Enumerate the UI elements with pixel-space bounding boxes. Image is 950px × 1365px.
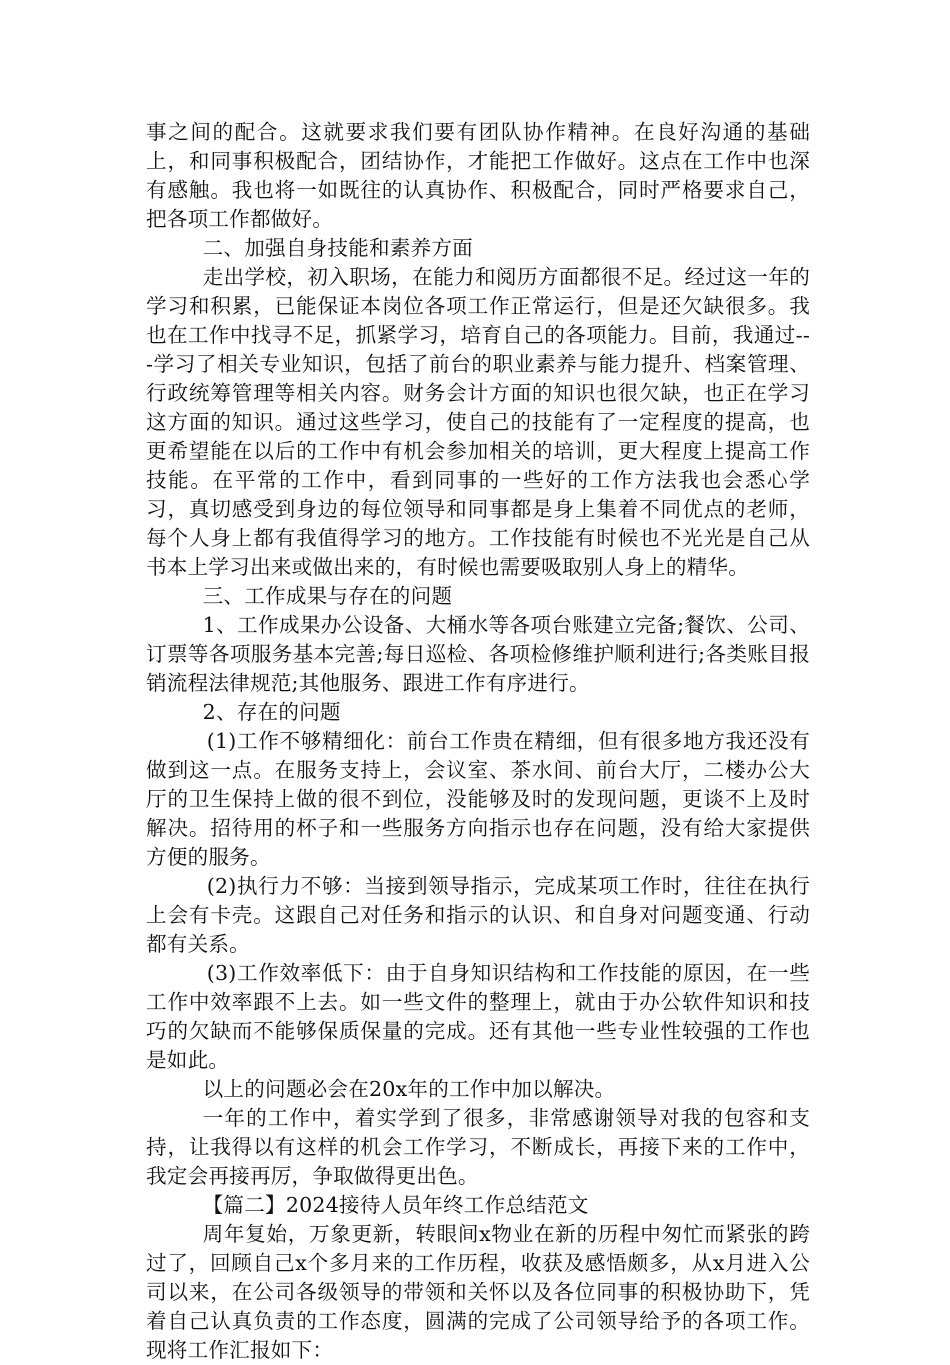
paragraph-problem-2: (2)执行力不够：当接到领导指示，完成某项工作时，往往在执行上会有卡壳。这跟自己对任务和指示的认识、和自身对问题变通、行动都有关系。 [146, 874, 810, 956]
subheading-existing-problems: 2、存在的问题 [202, 700, 341, 724]
paragraph-part-two-intro: 周年复始，万象更新，转眼间x物业在新的历程中匆忙而紧张的跨过了，回顾自己x个多月来的工作历程，收获及感悟颇多，从x月进入公司以来，在公司各级领导的带领和关怀以及各位同事的积极协助下，凭着自己认真负责的工作态度，圆满的完成了公司领导给予的各项工作。现将工作汇报如下： [146, 1222, 810, 1362]
paragraph-teamwork-continuation: 事之间的配合。这就要求我们要有团队协作精神。在良好沟通的基础上，和同事积极配合，团结协作，才能把工作做好。这点在工作中也深有感触。我也将一如既往的认真协作、积极配合，同时严格要求自己，把各项工作都做好。 [146, 120, 810, 231]
section-heading-results-problems: 三、工作成果与存在的问题 [202, 584, 453, 608]
paragraph-resolve: 以上的问题必会在20x年的工作中加以解决。 [202, 1077, 616, 1101]
article-heading-part-two: 【篇二】2024接待人员年终工作总结范文 [202, 1193, 589, 1217]
paragraph-problem-1: (1)工作不够精细化：前台工作贵在精细，但有很多地方我还没有做到这一点。在服务支持上，会议室、茶水间、前台大厅，二楼办公大厅的卫生保持上做的很不到位，没能够及时的发现问题，更谈不上及时解决。招待用的杯子和一些服务方向指示也存在问题，没有给大家提供方便的服务。 [146, 729, 810, 869]
section-heading-skills: 二、加强自身技能和素养方面 [202, 236, 473, 260]
paragraph-skills: 走出学校，初入职场，在能力和阅历方面都很不足。经过这一年的学习和积累，已能保证本岗位各项工作正常运行，但是还欠缺很多。我也在工作中找寻不足，抓紧学习，培育自己的各项能力。目前，我通过---学习了相关专业知识，包括了前台的职业素养与能力提升、档案管理、行政统筹管理等相关内容。财务会计方面的知识也很欠缺，也正在学习这方面的知识。通过这些学习，使自己的技能有了一定程度的提高，也更希望能在以后的工作中有机会参加相关的培训，更大程度上提高工作技能。在平常的工作中，看到同事的一些好的工作方法我也会悉心学习，真切感受到身边的每位领导和同事都是身上集着不同优点的老师，每个人身上都有我值得学习的地方。工作技能有时候也不光光是自己从书本上学习出来或做出来的，有时候也需要吸取别人身上的精华。 [146, 265, 810, 579]
paragraph-work-results: 1、工作成果办公设备、大桶水等各项台账建立完备;餐饮、公司、订票等各项服务基本完善;每日巡检、各项检修维护顺利进行;各类账目报销流程法律规范;其他服务、跟进工作有序进行。 [146, 613, 810, 695]
document-page [146, 118, 810, 1365]
paragraph-thanks: 一年的工作中，着实学到了很多，非常感谢领导对我的包容和支持，让我得以有这样的机会工作学习，不断成长，再接下来的工作中，我定会再接再厉，争取做得更出色。 [146, 1106, 810, 1188]
paragraph-problem-3: (3)工作效率低下：由于自身知识结构和工作技能的原因，在一些工作中效率跟不上去。如一些文件的整理上，就由于办公软件知识和技巧的欠缺而不能够保质保量的完成。还有其他一些专业性较强的工作也是如此。 [146, 961, 810, 1072]
